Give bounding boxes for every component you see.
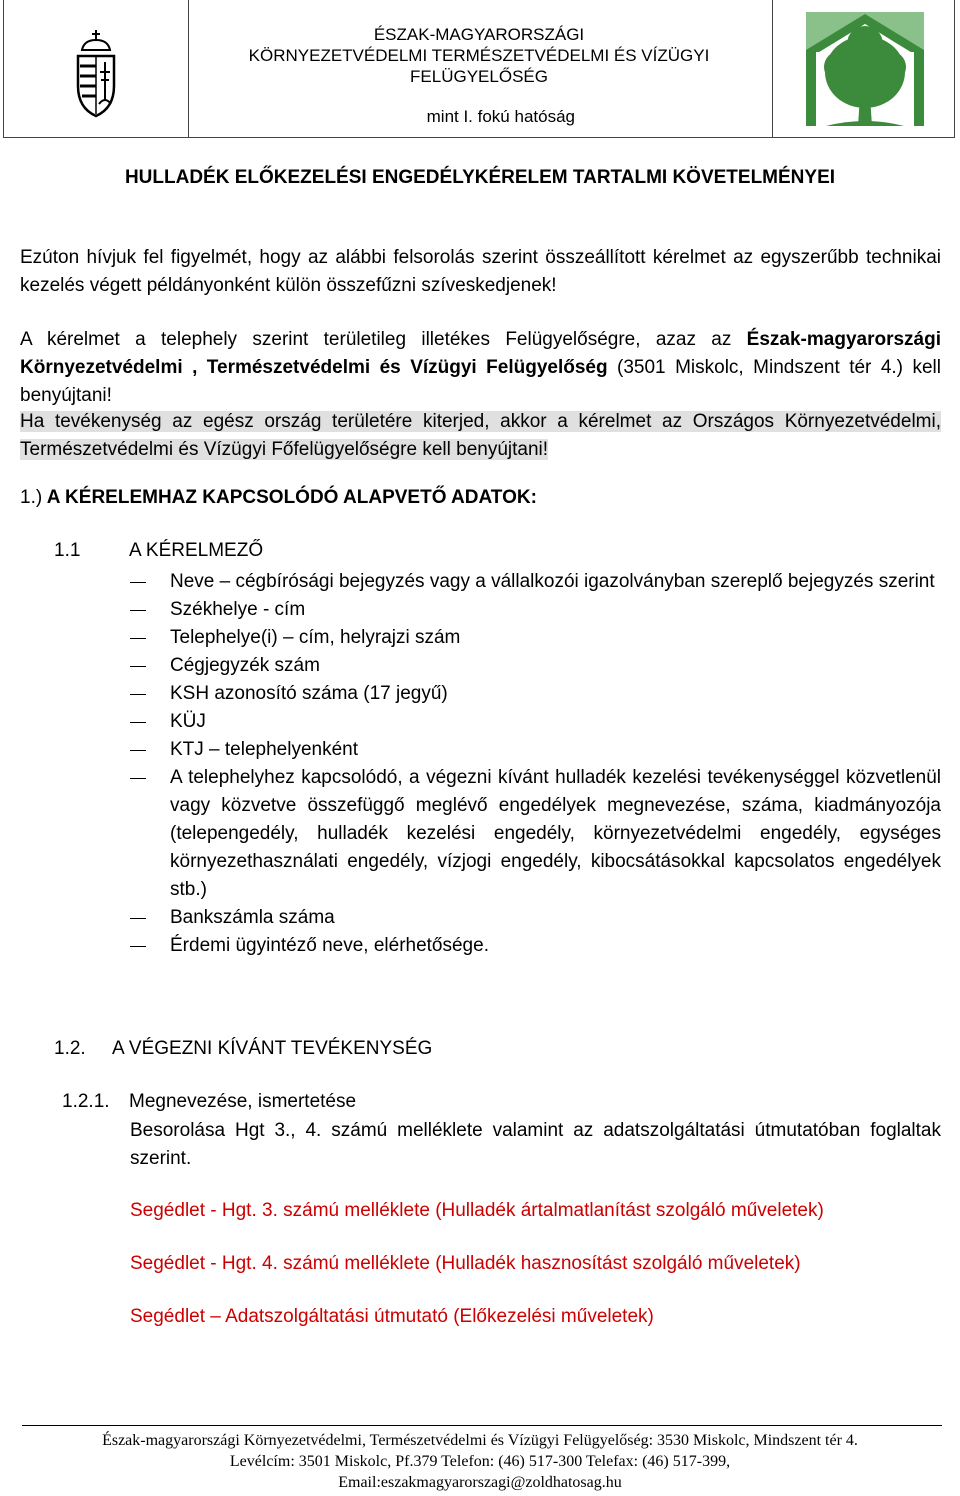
document-title: HULLADÉK ELŐKEZELÉSI ENGEDÉLYKÉRELEM TARTALMI KÖVETELMÉNYEI <box>124 167 836 188</box>
section-1-1-number: 1.1 <box>54 540 81 561</box>
section-1-label: A KÉRELEMHAZ KAPCSOLÓDÓ ALAPVETŐ ADATOK: <box>46 487 537 508</box>
section-1-2-1-label: Megnevezése, ismertetése <box>129 1091 357 1112</box>
tree-logo-icon <box>806 12 924 126</box>
section-1-heading <box>20 487 537 509</box>
applicant-data-list <box>130 568 941 960</box>
section-1-2-1-heading <box>62 1091 357 1113</box>
agency-line-2: KÖRNYEZETVÉDELMI TERMÉSZETVÉDELMI ÉS VÍZÜGYI <box>248 46 710 65</box>
intro-paragraph-3-text: Ha tevékenység az egész ország területére kiterjed, akkor a kérelmet az Országos Környezetvédelmi, Természetvédelmi és Vízügyi Főfelügyelőségre kell benyújtani! <box>20 411 941 460</box>
help-link-recovery-operations[interactable]: Segédlet - Hgt. 4. számú melléklete (Hulladék hasznosítást szolgáló műveletek) <box>130 1253 801 1274</box>
list-item: Telephelye(i) – cím, helyrajzi szám <box>130 624 941 652</box>
footer-contact: Levélcím: 3501 Miskolc, Pf.379 Telefon: (46) 517-300 Telefax: (46) 517-399, <box>229 1453 731 1470</box>
help-link-data-reporting-guide[interactable]: Segédlet – Adatszolgáltatási útmutató (Előkezelési műveletek) <box>130 1306 654 1327</box>
section-1-1-label: A KÉRELMEZŐ <box>129 540 264 561</box>
intro-paragraph-2 <box>20 326 941 410</box>
agency-line-3: FELÜGYELŐSÉG <box>410 67 548 86</box>
section-1-2-heading <box>54 1038 433 1060</box>
list-item: Érdemi ügyintéző neve, elérhetősége. <box>130 932 941 960</box>
intro-paragraph-3 <box>20 408 941 464</box>
section-1-number: 1.) <box>20 487 43 508</box>
list-item: Székhelye - cím <box>130 596 941 624</box>
classification-text: Besorolása Hgt 3., 4. számú melléklete valamint az adatszolgáltatási útmutatóban foglaltak szerint. <box>130 1120 941 1169</box>
footer-divider <box>22 1425 942 1426</box>
agency-name <box>193 24 765 126</box>
agency-authority-level: mint I. fokú hatóság <box>426 107 575 126</box>
list-item: Cégjegyzék szám <box>130 652 941 680</box>
intro-paragraph-2-start: A kérelmet a telephely szerint területileg illetékes Felügyelőségre, azaz az <box>20 329 747 350</box>
intro-paragraph-2-end: (3501 Miskolc, Mindszent tér 4.) kell benyújtani! <box>20 357 941 406</box>
section-1-2-label: A VÉGEZNI KÍVÁNT TEVÉKENYSÉG <box>112 1038 433 1059</box>
section-1-2-1-number: 1.2.1. <box>62 1091 110 1112</box>
list-item: A telephelyhez kapcsolódó, a végezni kívánt hulladék kezelési tevékenységgel közvetlenül vagy közvetve összefüggő meglévő engedélyek megnevezése, száma, kiadmányozója (telepengedély, hulladék kezelési engedély, környezetvédelmi engedély, egységes környezethasználati engedély, vízjogi engedély, kibocsátásokkal kapcsolatos engedélyek stb.) <box>130 764 941 904</box>
list-item: Neve – cégbírósági bejegyzés vagy a vállalkozói igazolványban szereplő bejegyzés szerint <box>130 568 941 596</box>
intro-paragraph-1: Ezúton hívjuk fel figyelmét, hogy az alábbi felsorolás szerint összeállított kérelmet az egyszerűbb technikai kezelés végett példányonként külön összefűzni szíveskedjenek! <box>20 247 941 296</box>
letterhead <box>3 0 955 138</box>
help-link-disposal-operations[interactable]: Segédlet - Hgt. 3. számú melléklete (Hulladék ártalmatlanítást szolgáló műveletek) <box>130 1200 824 1221</box>
section-1-2-number: 1.2. <box>54 1038 86 1059</box>
footer <box>0 1430 960 1493</box>
list-item: Bankszámla száma <box>130 904 941 932</box>
agency-name-bold: Észak-magyarországi Környezetvédelmi , Természetvédelmi és Vízügyi Felügyelőség <box>20 329 941 378</box>
header-divider-right <box>772 0 773 137</box>
footer-email[interactable]: Email:eszakmagyarorszagi@zoldhatosag.hu <box>338 1474 622 1491</box>
list-item: KSH azonosító száma (17 jegyű) <box>130 680 941 708</box>
hungarian-coat-of-arms-icon <box>74 28 118 120</box>
section-1-1-heading <box>54 540 264 562</box>
header-divider-left <box>188 0 189 137</box>
footer-address: Észak-magyarországi Környezetvédelmi, Természetvédelmi és Vízügyi Felügyelőség: 3530 Miskolc, Mindszent tér 4. <box>102 1432 858 1449</box>
agency-line-1: ÉSZAK-MAGYARORSZÁGI <box>373 25 585 44</box>
list-item: KÜJ <box>130 708 941 736</box>
list-item: KTJ – telephelyenként <box>130 736 941 764</box>
